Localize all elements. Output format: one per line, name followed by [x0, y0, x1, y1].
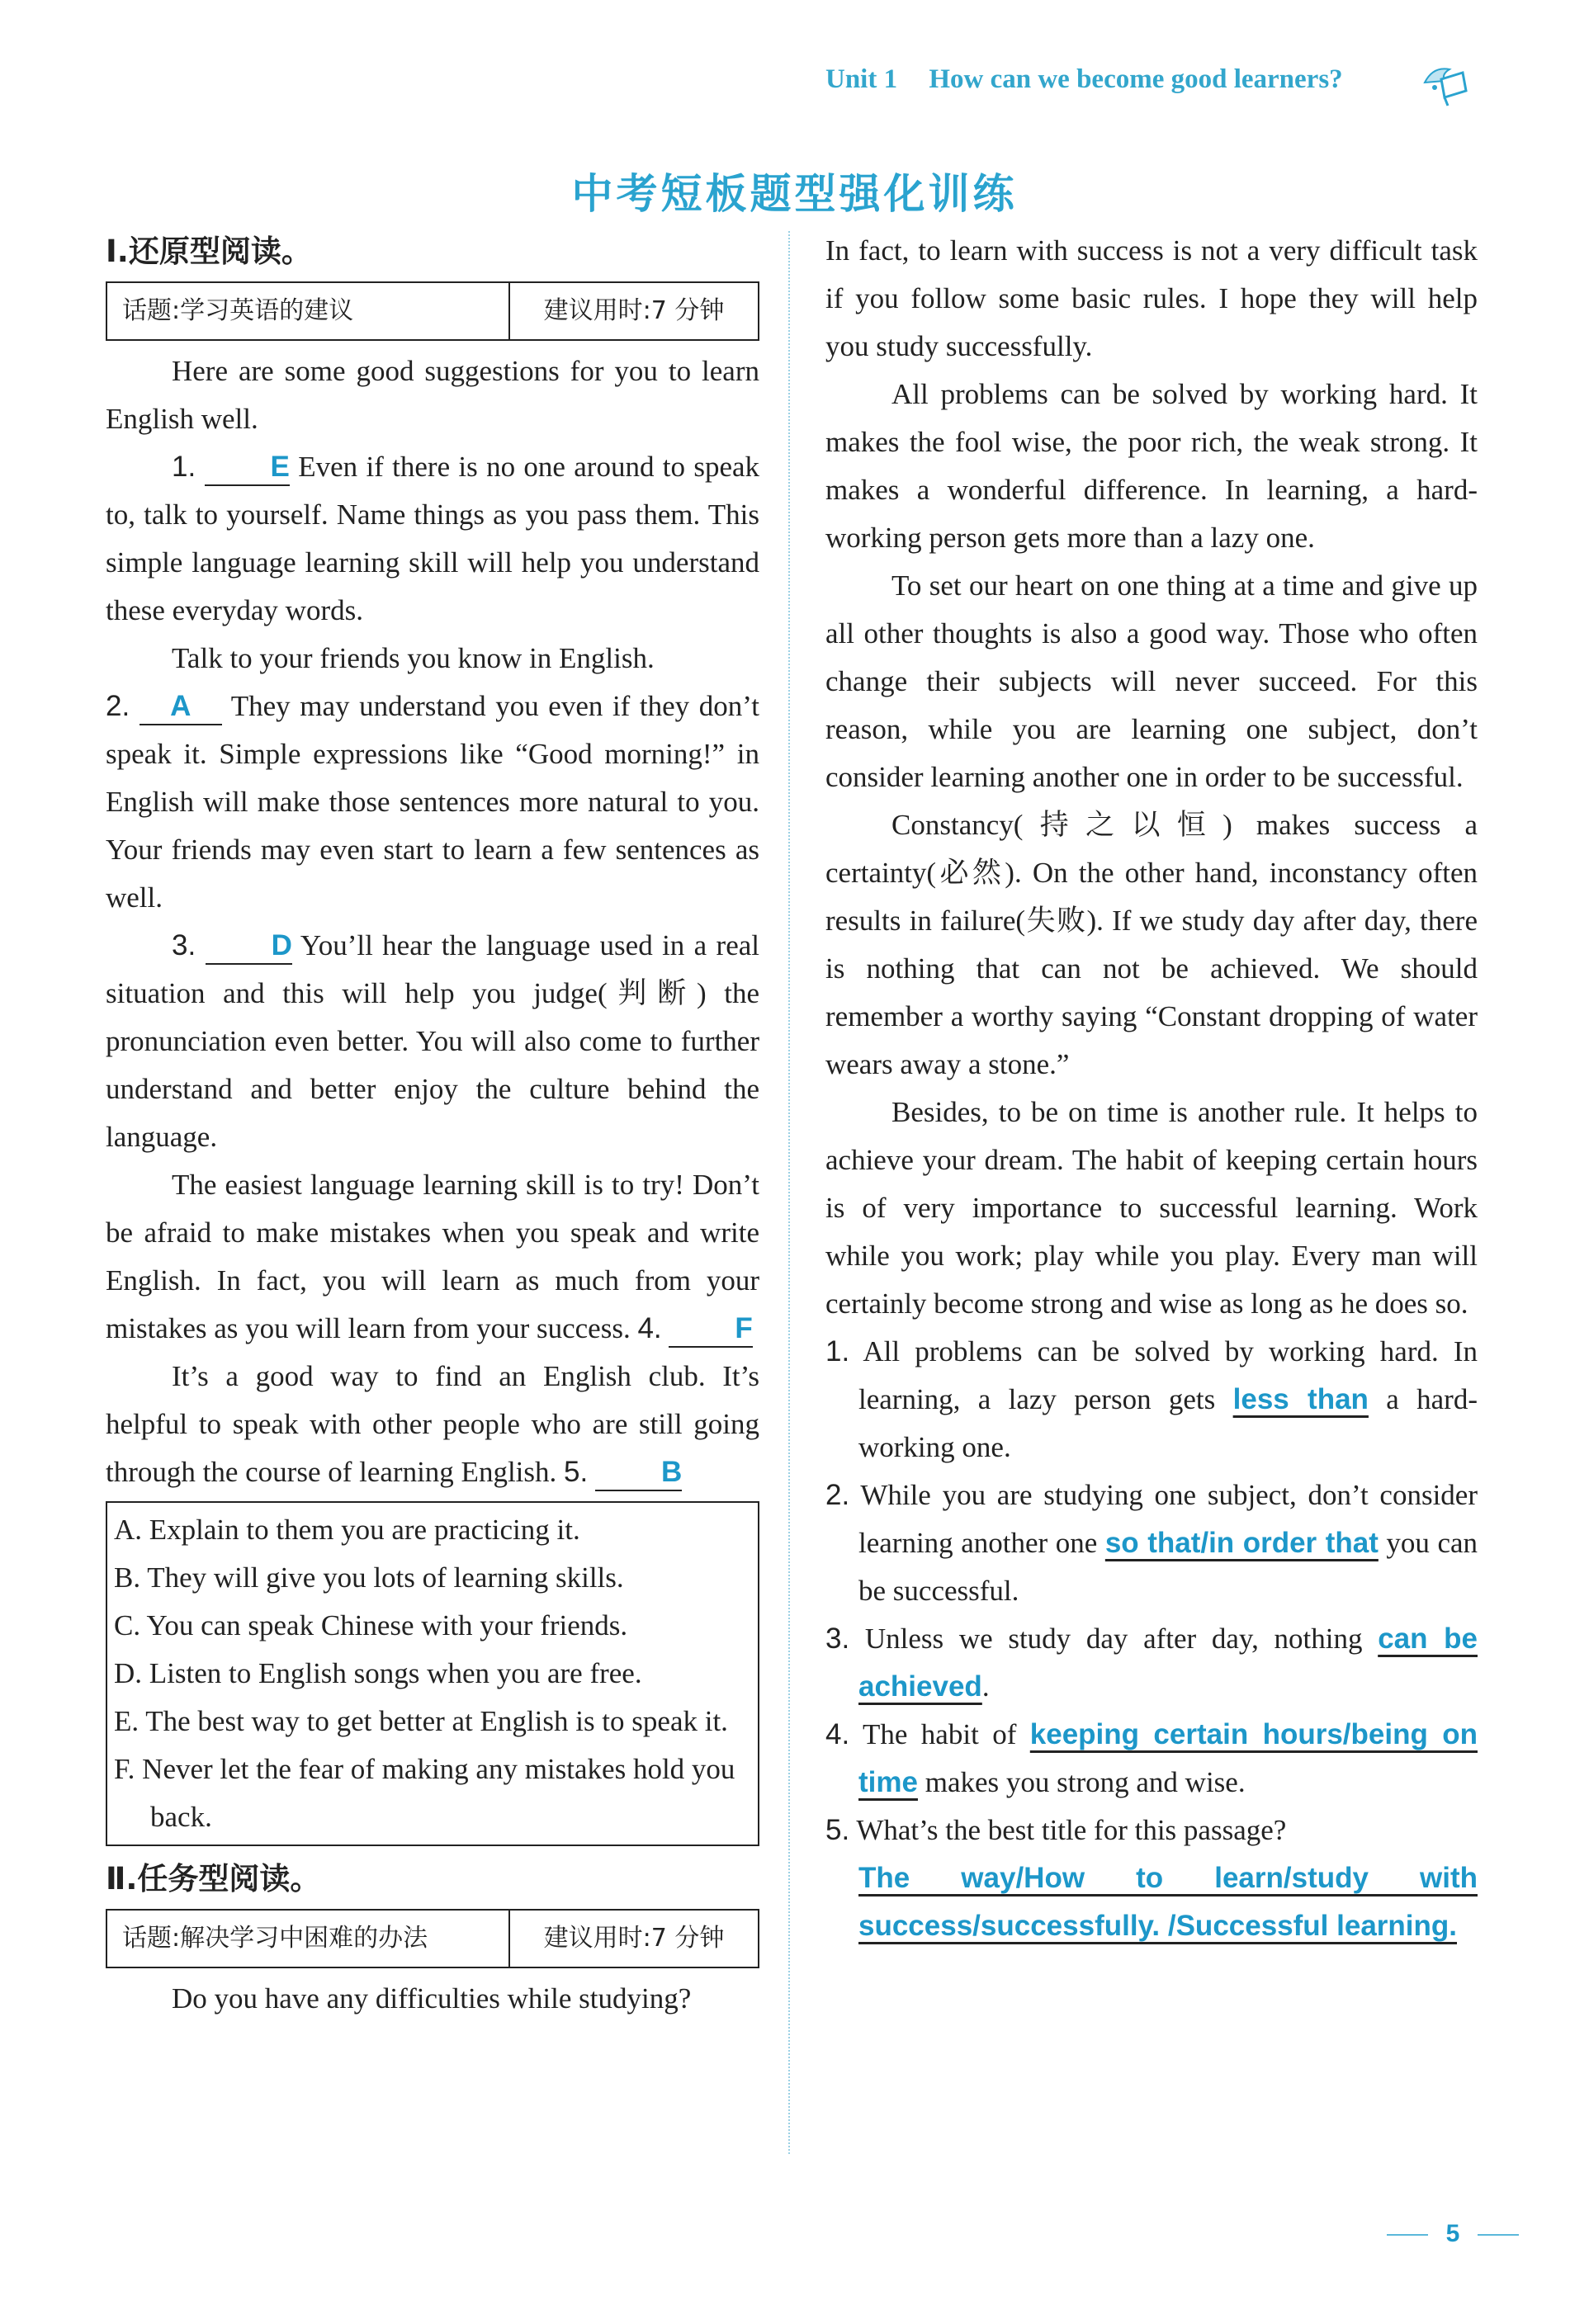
- option-item: E. The best way to get better at English is to speak it.: [114, 1705, 728, 1737]
- question-number: 2.: [825, 1479, 850, 1511]
- page-number: [1387, 2213, 1519, 2255]
- part1-time: 建议用时:7 分钟: [543, 296, 725, 325]
- question-text: What’s the best title for this passage?: [856, 1814, 1287, 1846]
- page-header: [825, 64, 1387, 106]
- right-column: [825, 227, 1478, 1950]
- part2-paragraph: All problems can be solved by working hard. It makes the fool wise, the poor rich, the weak strong. It makes a wonderful difference. In learning, a hard-working person gets more than a lazy one.: [825, 378, 1478, 554]
- answer-text[interactable]: less than: [1232, 1383, 1369, 1415]
- question-item: [825, 1807, 1478, 1950]
- option-item: B. They will give you lots of learning skills.: [114, 1561, 624, 1594]
- question-text: makes you strong and wise.: [925, 1766, 1246, 1798]
- answer-blank[interactable]: E: [205, 443, 290, 486]
- paragraph-text: It’s a good way to find an English club. It’s helpful to speak with other people who are still going through the course of learning English.: [106, 1360, 759, 1488]
- question-number: 3.: [825, 1623, 850, 1655]
- answer-blank[interactable]: D: [206, 922, 292, 965]
- question-item: [825, 1615, 1478, 1711]
- answer-text[interactable]: can be achieved: [858, 1623, 1478, 1703]
- part2-time: 建议用时:7 分钟: [543, 1924, 725, 1953]
- page-number-line-right: [1478, 2234, 1519, 2236]
- part1-paragraph: [106, 443, 759, 635]
- question-text: you can be successful.: [858, 1527, 1478, 1607]
- blank-number: 2.: [106, 690, 130, 722]
- part2-heading: Ⅱ.任务型阅读。: [106, 1861, 321, 1897]
- part2-paragraph: Besides, to be on time is another rule. It helps to achieve your dream. The habit of keeping certain hours is of very importance to successful learning. Work while you work; play while you play. Every man will certainly become strong and wise as long as he does so.: [825, 1096, 1478, 1320]
- part1-paragraph: [106, 922, 759, 1161]
- question-item: [825, 1471, 1478, 1615]
- part2-topic-box: [106, 1909, 759, 1968]
- answer-blank[interactable]: A: [140, 683, 222, 725]
- section-title: 中考短板题型强化训练: [571, 170, 1018, 218]
- question-text: .: [981, 1670, 990, 1703]
- option-item: C. You can speak Chinese with your friends.: [114, 1609, 628, 1641]
- part1-intro: Here are some good suggestions for you to learn English well.: [106, 355, 759, 435]
- paragraph-text: The easiest language learning skill is to try! Don’t be afraid to make mistakes when you speak and write English. In fact, you will learn as much from your mistakes as you will learn from your success.: [106, 1169, 759, 1344]
- column-divider: [788, 231, 790, 2154]
- answer-text[interactable]: keeping certain hours/being on time: [858, 1718, 1478, 1798]
- part1-paragraph: [106, 1161, 759, 1353]
- part2-intro: Do you have any difficulties while studying?: [172, 1982, 692, 2015]
- option-item: A. Explain to them you are practicing it.: [114, 1514, 580, 1546]
- question-list: [825, 1328, 1478, 1950]
- question-text: a hard-working one.: [858, 1383, 1478, 1463]
- answer-blank[interactable]: F: [669, 1305, 752, 1348]
- paragraph-text: Even if there is no one around to speak to, talk to yourself. Name things as you pass them. This simple language learning skill will help you understand these everyday words.: [106, 451, 760, 626]
- blank-number: 4.: [637, 1312, 662, 1344]
- page-number-line-left: [1387, 2234, 1428, 2236]
- blank-number: 5.: [564, 1456, 589, 1488]
- left-column: [106, 227, 759, 2023]
- part1-paragraph: [106, 1353, 759, 1496]
- question-number: 5.: [825, 1814, 850, 1846]
- answer-blank[interactable]: B: [595, 1448, 682, 1491]
- answer-text[interactable]: so that/in order that: [1104, 1527, 1379, 1559]
- unit-title: How can we become good learners?: [929, 64, 1343, 94]
- unit-label: Unit 1: [825, 64, 898, 94]
- paragraph-text: They may understand you even if they don’t speak it. Simple expressions like “Good morning!” in English will make those sentences more natural to you. Your friends may even start to learn a few sentences as well.: [106, 690, 760, 914]
- paragraph-text: Talk to your friends you know in English.: [172, 642, 655, 674]
- option-item: F. Never let the fear of making any mistakes hold you back.: [114, 1753, 735, 1833]
- blank-number: 3.: [172, 929, 196, 961]
- part2-topic: 话题:解决学习中困难的办法: [107, 1911, 510, 1967]
- question-number: 4.: [825, 1718, 850, 1750]
- question-text: Unless we study day after day, nothing: [864, 1623, 1363, 1655]
- paragraph-text: You’ll hear the language used in a real situation and this will help you judge(判断) the pronunciation even better. You will also come to further understand and better enjoy the culture behind the language.: [106, 929, 759, 1153]
- blank-number: 1.: [172, 451, 196, 483]
- part1-topic: 话题:学习英语的建议: [107, 283, 510, 339]
- part1-topic-box: [106, 281, 759, 341]
- question-item: [825, 1328, 1478, 1471]
- question-text: The habit of: [862, 1718, 1017, 1750]
- option-item: D. Listen to English songs when you are free.: [114, 1657, 642, 1689]
- question-text: While you are studying one subject, don’t consider learning another one: [858, 1479, 1478, 1559]
- options-box: [106, 1501, 759, 1846]
- part1-paragraph: [106, 635, 759, 922]
- part2-paragraph: To set our heart on one thing at a time and give up all other thoughts is also a good way. Those who often change their subjects will never succeed. For this reason, while you are learning one subject, don’t consider learning another one in order to be successful.: [825, 569, 1478, 793]
- part2-paragraph: In fact, to learn with success is not a very difficult task if you follow some basic rules. I hope they will help you study successfully.: [825, 234, 1478, 362]
- answer-text[interactable]: The way/How to learn/study with success/successfully. /Successful learning.: [858, 1862, 1478, 1942]
- part1-heading: Ⅰ.还原型阅读。: [106, 234, 312, 269]
- question-text: All problems can be solved by working hard. In learning, a lazy person gets: [858, 1335, 1478, 1415]
- question-item: [825, 1711, 1478, 1807]
- winged-book-icon: [1416, 58, 1474, 109]
- question-number: 1.: [825, 1335, 850, 1367]
- page-number-text: 5: [1445, 2220, 1460, 2247]
- part2-paragraph: Constancy(持之以恒) makes success a certainty(必然). On the other hand, inconstancy often results in failure(失败). If we study day after day, there is nothing that can not be achieved. We should remember a worthy saying “Constant dropping of water wears away a stone.”: [825, 809, 1478, 1080]
